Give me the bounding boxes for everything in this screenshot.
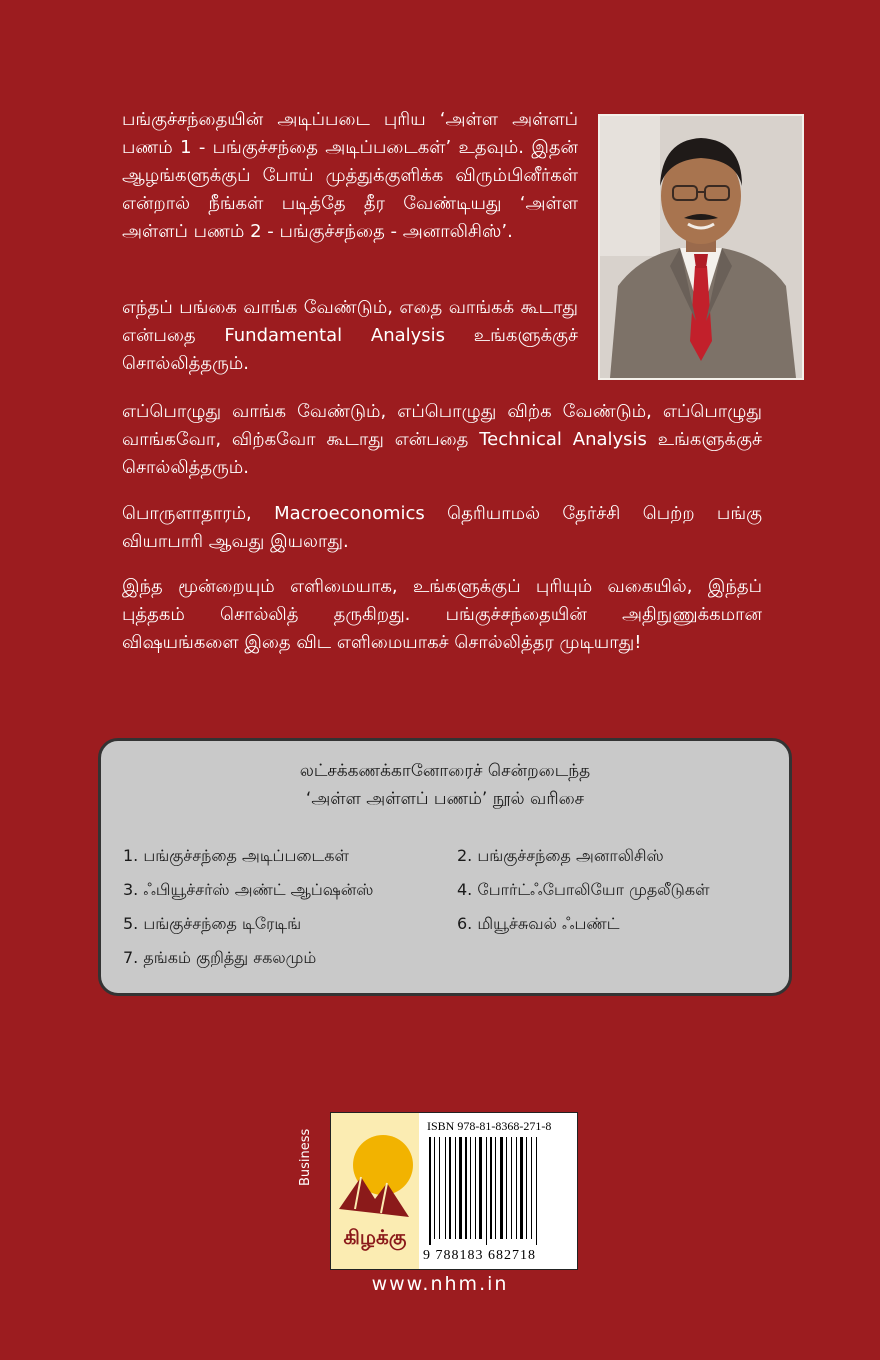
logo-wordmark: கிழக்கு — [343, 1225, 407, 1249]
summary-paragraph: இந்த மூன்றையும் எளிமையாக, உங்களுக்குப் புரியும் வகையில், இந்தப் புத்தகம் சொல்லித் தருகிறது. பங்குச்சந்தையின் அதிநுணுக்கமான விஷயங்களை இதை விட எளிமையாகச் சொல்லித்தர முடியாது! — [122, 576, 762, 653]
series-item: 6. மியூச்சுவல் ஃபண்ட் — [457, 914, 620, 933]
series-item: 7. தங்கம் குறித்து சகலமும் — [123, 948, 317, 967]
fundamental-paragraph: எந்தப் பங்கை வாங்க வேண்டும், எதை வாங்கக் கூடாது என்பதை Fundamental Analysis உங்களுக்குச் சொல்லித்தரும். — [122, 297, 578, 374]
barcode-card — [330, 1112, 578, 1270]
publisher-logo — [331, 1113, 419, 1269]
series-item: 2. பங்குச்சந்தை அனாலிசிஸ் — [457, 846, 664, 865]
book-series-panel — [98, 738, 792, 996]
macro-paragraph: பொருளாதாரம், Macroeconomics தெரியாமல் தேர்ச்சி பெற்ற பங்கு வியாபாரி ஆவது இயலாது. — [122, 503, 762, 552]
author-portrait-illustration — [600, 116, 802, 378]
category-label: Business — [298, 1128, 313, 1186]
intro-paragraph: பங்குச்சந்தையின் அடிப்படை புரிய ‘அள்ள அள்ளப் பணம் 1 - பங்குச்சந்தை அடிப்படைகள்’ உதவும். இதன் ஆழங்களுக்குப் போய் முத்துக்குளிக்க விரும்பினீர்கள் என்றால் நீங்கள் படித்தே தீர வேண்டியது ‘அள்ள அள்ளப் பணம் 2 - பங்குச்சந்தை - அனாலிசிஸ்’. — [122, 109, 578, 242]
barcode-digits: 9 788183 682718 — [423, 1248, 536, 1263]
series-item: 5. பங்குச்சந்தை டிரேடிங் — [123, 914, 302, 933]
series-item: 3. ஃபியூச்சர்ஸ் அண்ட் ஆப்ஷன்ஸ் — [123, 880, 374, 899]
series-item: 4. போர்ட்ஃபோலியோ முதலீடுகள் — [457, 880, 710, 899]
isbn-label: ISBN 978-81-8368-271-8 — [427, 1119, 552, 1133]
author-photo — [598, 114, 804, 380]
series-heading-line2: ‘அள்ள அள்ளப் பணம்’ நூல் வரிசை — [305, 789, 585, 809]
publisher-website: www.nhm.in — [371, 1273, 509, 1295]
series-item: 1. பங்குச்சந்தை அடிப்படைகள் — [123, 846, 349, 865]
technical-paragraph: எப்பொழுது வாங்க வேண்டும், எப்பொழுது விற்க வேண்டும், எப்பொழுது வாங்கவோ, விற்கவோ கூடாது என்பதை Technical Analysis உங்களுக்குச் சொல்லித்தரும். — [122, 401, 762, 478]
barcode-icon — [427, 1137, 573, 1245]
series-heading — [101, 757, 789, 813]
series-heading-line1: லட்சக்கணக்கானோரைச் சென்றடைந்த — [299, 761, 591, 781]
